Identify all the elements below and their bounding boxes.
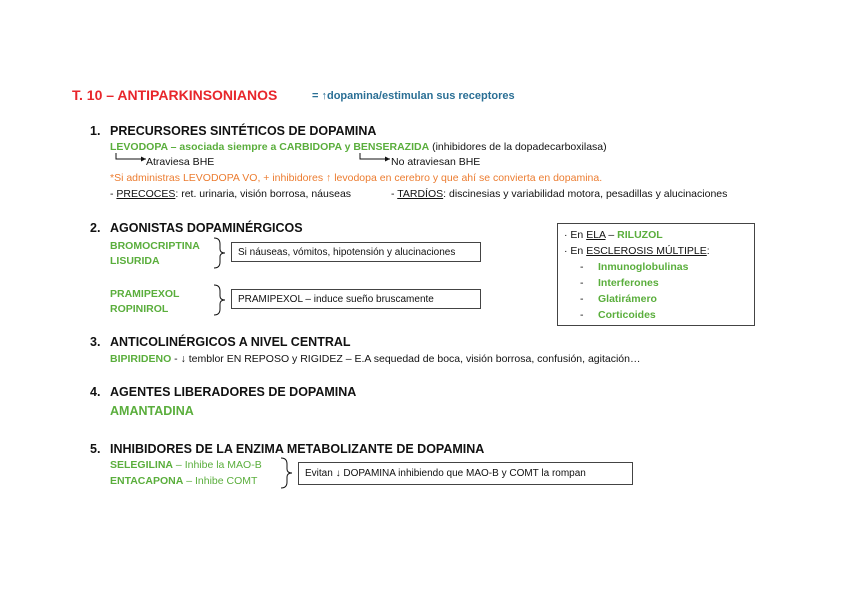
brace-icon-3 xyxy=(280,457,294,489)
side-bullet-2: - xyxy=(580,277,584,289)
drug-bipirideno: BIPIRIDENO xyxy=(110,353,172,365)
brace-icon-1 xyxy=(213,237,227,269)
tardios-text: : discinesias y variabilidad motora, pesadillas y alucinaciones xyxy=(443,188,728,200)
agonists-side-effects-box: Si náuseas, vómitos, hipotensión y alucinaciones xyxy=(231,242,481,262)
arrow-label-atraviesa: Atraviesa BHE xyxy=(146,156,215,168)
brace-icon-2 xyxy=(213,284,227,316)
levodopa-inhibitors: (inhibidores de la dopadecarboxilasa) xyxy=(429,141,607,153)
precoces-text: : ret. urinaria, visión borrosa, náuseas xyxy=(175,188,352,200)
side-bullet-4: - xyxy=(580,309,584,321)
precoces-prefix: - xyxy=(110,188,117,200)
entacapona-line xyxy=(110,475,257,487)
side-ela-label: ELA xyxy=(586,229,606,241)
section-5-heading: INHIBIDORES DE LA ENZIMA METABOLIZANTE DE DOPAMINA xyxy=(110,442,485,456)
selegilina-text: – Inhibe la MAO-B xyxy=(173,459,262,471)
section-3-number: 3. xyxy=(90,335,101,349)
inhibitors-note-box: Evitan ↓ DOPAMINA inhibiendo que MAO-B y COMT la rompan xyxy=(298,462,633,485)
pramipexol-note-box: PRAMIPEXOL – induce sueño bruscamente xyxy=(231,289,481,309)
precoces-label: PRECOCES xyxy=(116,188,176,200)
precoces-line xyxy=(110,188,351,200)
section-2-heading: AGONISTAS DOPAMINÉRGICOS xyxy=(110,221,303,235)
arrow-icon-no-atraviesan xyxy=(359,153,393,163)
drug-pramipexol: PRAMIPEXOL xyxy=(110,288,180,300)
side-item-corticoides: Corticoides xyxy=(598,309,656,321)
drug-amantadina: AMANTADINA xyxy=(110,404,194,418)
side-em-colon: : xyxy=(706,245,710,257)
side-ela-dash: – xyxy=(605,229,618,241)
side-em-label: ESCLEROSIS MÚLTIPLE xyxy=(586,245,707,257)
side-em-line xyxy=(564,245,710,257)
tardios-label: TARDÍOS xyxy=(397,188,444,200)
side-item-glatiramero: Glatirámero xyxy=(598,293,657,305)
drug-ropinirol: ROPINIROL xyxy=(110,303,169,315)
page-title: T. 10 – ANTIPARKINSONIANOS xyxy=(72,87,278,103)
side-em-prefix: · En xyxy=(564,245,587,257)
section-2-number: 2. xyxy=(90,221,101,235)
drug-selegilina: SELEGILINA xyxy=(110,459,174,471)
side-bullet-1: - xyxy=(580,261,584,273)
side-item-inmunoglobulinas: Inmunoglobulinas xyxy=(598,261,689,273)
side-ela-prefix: · En xyxy=(564,229,587,241)
side-ela-line xyxy=(564,229,663,241)
levodopa-note: *Si administras LEVODOPA VO, + inhibidores ↑ levodopa en cerebro y que ahí se convierta en dopamina. xyxy=(110,172,603,184)
arrow-label-no-atraviesan: No atraviesan BHE xyxy=(391,156,481,168)
section-4-heading: AGENTES LIBERADORES DE DOPAMINA xyxy=(110,385,357,399)
side-riluzol: RILUZOL xyxy=(617,229,663,241)
levodopa-name: LEVODOPA – asociada siempre a CARBIDOPA y BENSERAZIDA xyxy=(110,141,430,153)
section-1-heading: PRECURSORES SINTÉTICOS DE DOPAMINA xyxy=(110,124,377,138)
entacapona-text: – Inhibe COMT xyxy=(183,475,258,487)
section-5-number: 5. xyxy=(90,442,101,456)
levodopa-line xyxy=(110,141,607,153)
side-item-interferones: Interferones xyxy=(598,277,659,289)
bipirideno-line xyxy=(110,353,640,365)
drug-lisurida: LISURIDA xyxy=(110,255,160,267)
section-1-number: 1. xyxy=(90,124,101,138)
drug-bromocriptina: BROMOCRIPTINA xyxy=(110,240,200,252)
side-info-box xyxy=(557,223,755,326)
page-subtitle: = ↑dopamina/estimulan sus receptores xyxy=(312,90,515,102)
drug-entacapona: ENTACAPONA xyxy=(110,475,184,487)
section-4-number: 4. xyxy=(90,385,101,399)
selegilina-line xyxy=(110,459,262,471)
arrow-icon-atraviesa xyxy=(115,153,149,163)
tardios-line xyxy=(391,188,727,200)
section-3-heading: ANTICOLINÉRGICOS A NIVEL CENTRAL xyxy=(110,335,351,349)
bipirideno-text: - ↓ temblor EN REPOSO y RIGIDEZ – E.A sequedad de boca, visión borrosa, confusión, agitación… xyxy=(171,353,641,365)
side-bullet-3: - xyxy=(580,293,584,305)
tardios-prefix: - xyxy=(391,188,398,200)
